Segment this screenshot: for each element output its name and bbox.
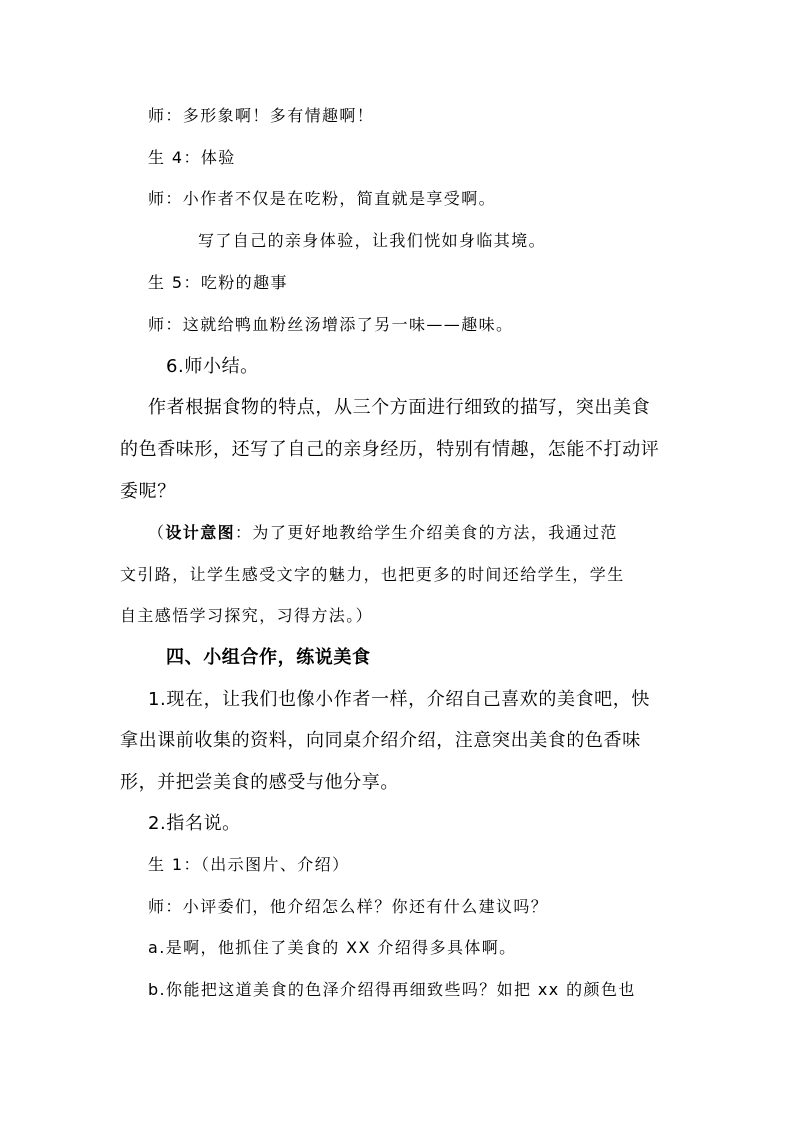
text-line: 拿出课前收集的资料，向同桌介绍介绍，注意突出美食的色香味 [120, 730, 641, 751]
text-line: 作者根据食物的特点，从三个方面进行细致的描写，突出美食 [148, 397, 651, 418]
text-line: 2.指名说。 [148, 813, 241, 834]
text-line: 师：这就给鸭血粉丝汤增添了另一味——趣味。 [148, 315, 514, 334]
text-line: 师：小评委们，他介绍怎么样？你还有什么建议吗？ [148, 897, 549, 916]
text-line: 6.师小结。 [166, 356, 259, 377]
section-heading: 四、小组合作，练说美食 [166, 647, 371, 668]
text-line: 生 1：（出示图片、介绍） [148, 855, 350, 874]
design-intent-label: 设计意图 [165, 523, 236, 542]
text-line: b.你能把这道美食的色泽介绍得再细致些吗？如把 xx 的颜色也 [148, 980, 636, 999]
text-line: 委呢？ [120, 481, 176, 502]
text-line: 的色香味形，还写了自己的亲身经历，特别有情趣，怎能不打动评 [120, 439, 660, 460]
text-line: a.是啊，他抓住了美食的 XX 介绍得多具体啊。 [148, 938, 517, 957]
text-line: 文引路，让学生感受文字的魅力，也把更多的时间还给学生，学生 [120, 565, 625, 584]
text-line: 生 5：吃粉的趣事 [148, 273, 288, 292]
open-paren: （ [148, 523, 166, 542]
text-line: 写了自己的亲身体验，让我们恍如身临其境。 [198, 231, 547, 250]
design-intent-text: ：为了更好地教给学生介绍美食的方法，我通过范 [235, 523, 618, 542]
text-line: 生 4：体验 [148, 148, 236, 167]
text-line: 师：多形象啊！多有情趣啊！ [148, 106, 375, 125]
text-line: 形，并把尝美食的感受与他分享。 [120, 772, 399, 793]
text-line: 1.现在，让我们也像小作者一样，介绍自己喜欢的美食吧，快 [148, 689, 650, 710]
text-line: 自主感悟学习探究，习得方法。） [120, 606, 374, 625]
text-line: 师：小作者不仅是在吃粉，简直就是享受啊。 [148, 189, 497, 208]
design-intent-line [148, 525, 618, 541]
